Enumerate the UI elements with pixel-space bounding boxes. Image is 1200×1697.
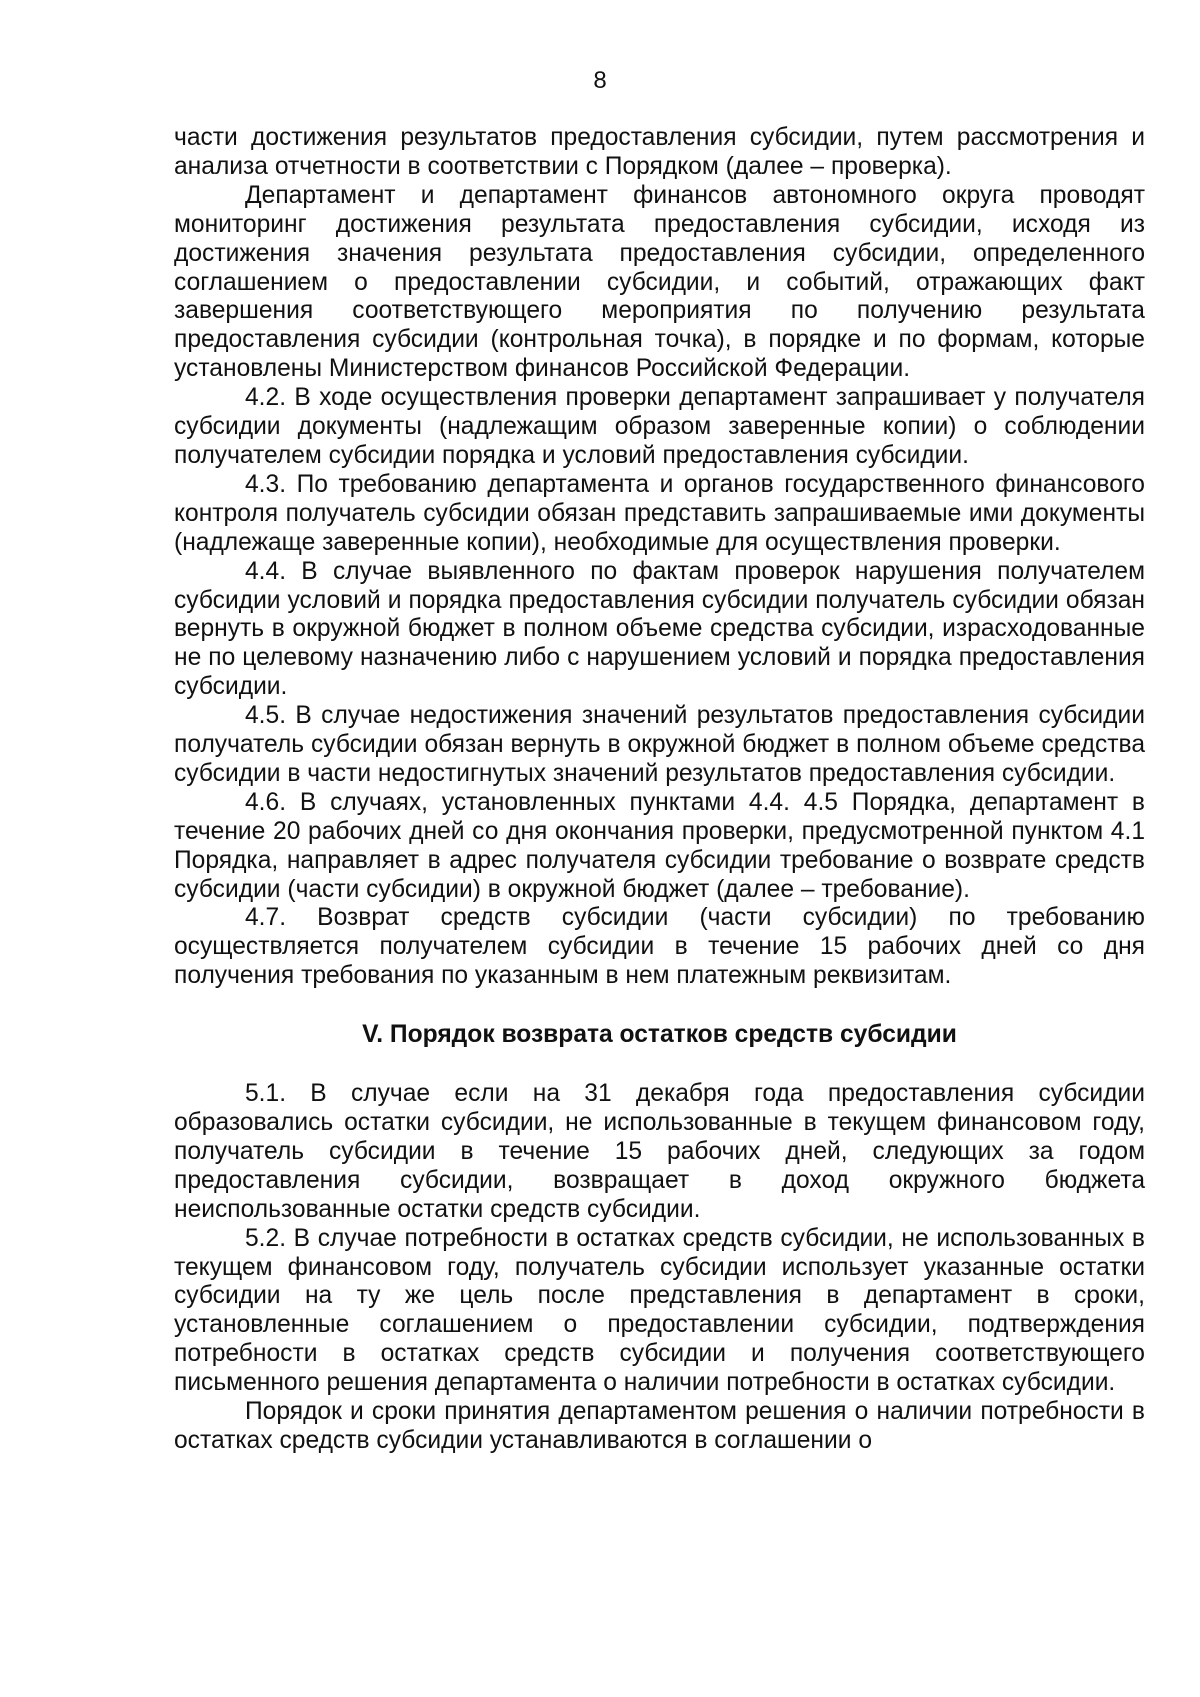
paragraph-4-3: 4.3. По требованию департамента и органов государственного финансового контроля получатель субсидии обязан представить запрашиваемые ими документы (надлежаще заверенные копии), необходимые для осуществления проверки.: [174, 470, 1145, 556]
paragraph-procedure-terms: Порядок и сроки принятия департаментом решения о наличии потребности в остатках средств субсидии устанавливаются в соглашении о: [174, 1398, 1145, 1454]
paragraph-4-6: 4.6. В случаях, установленных пунктами 4.4. 4.5 Порядка, департамент в течение 20 рабочих дней со дня окончания проверки, предусмотренной пунктом 4.1 Порядка, направляет в адрес получателя субсидии требование о возврате средств субсидии (части субсидии) в окружной бюджет (далее – требование).: [174, 788, 1145, 903]
paragraphs-before-heading: [174, 124, 1145, 991]
document-body: [174, 124, 1145, 1456]
paragraph-4-7: 4.7. Возврат средств субсидии (части субсидии) по требованию осуществляется получателем субсидии в течение 15 рабочих дней со дня получения требования по указанным в нем платежным реквизитам.: [174, 904, 1145, 990]
paragraphs-after-heading: [174, 1080, 1145, 1456]
paragraph-4-5: 4.5. В случае недостижения значений результатов предоставления субсидии получатель субсидии обязан вернуть в окружной бюджет в полном объеме средства субсидии в части недостигнутых значений результатов предоставления субсидии.: [174, 702, 1145, 787]
page-number: 8: [593, 67, 607, 94]
paragraph-5-1: 5.1. В случае если на 31 декабря года предоставления субсидии образовались остатки субсидии, не использованные в текущем финансовом году, получатель субсидии в течение 15 рабочих дней, следующих за годом предоставления субсидии, возвращает в доход окружного бюджета неиспользованные остатки средств субсидии.: [174, 1080, 1145, 1223]
paragraph-monitoring: Департамент и департамент финансов автономного округа проводят мониторинг достижения результата предоставления субсидии, исходя из достижения значения результата предоставления субсидии, определенного соглашением о предоставлении субсидии, и событий, отражающих факт завершения соответствующего мероприятия по получению результата предоставления субсидии (контрольная точка), в порядке и по формам, которые установлены Министерством финансов Российской Федерации.: [174, 181, 1145, 383]
paragraph-5-2: 5.2. В случае потребности в остатках средств субсидии, не использованных в текущем финансовом году, получатель субсидии использует указанные остатки субсидии на ту же цель после представления в департамент в сроки, установленные соглашением о предоставлении субсидии, подтверждения потребности в остатках средств субсидии и получения соответствующего письменного решения департамента о наличии потребности в остатках субсидии.: [174, 1224, 1145, 1397]
paragraph-4-4: 4.4. В случае выявленного по фактам проверок нарушения получателем субсидии условий и порядка предоставления субсидии получатель субсидии обязан вернуть в окружной бюджет в полном объеме средства субсидии, израсходованные не по целевому назначению либо с нарушением условий и порядка предоставления субсидии.: [174, 557, 1145, 701]
section-heading: V. Порядок возврата остатков средств субсидии: [362, 1021, 957, 1049]
paragraph-4-2: 4.2. В ходе осуществления проверки департамент запрашивает у получателя субсидии документы (надлежащим образом заверенные копии) о соблюдении получателем субсидии порядка и условий предоставления субсидии.: [174, 384, 1145, 469]
paragraph-continuation: части достижения результатов предоставления субсидии, путем рассмотрения и анализа отчетности в соответствии с Порядком (далее – проверка).: [174, 124, 1145, 180]
